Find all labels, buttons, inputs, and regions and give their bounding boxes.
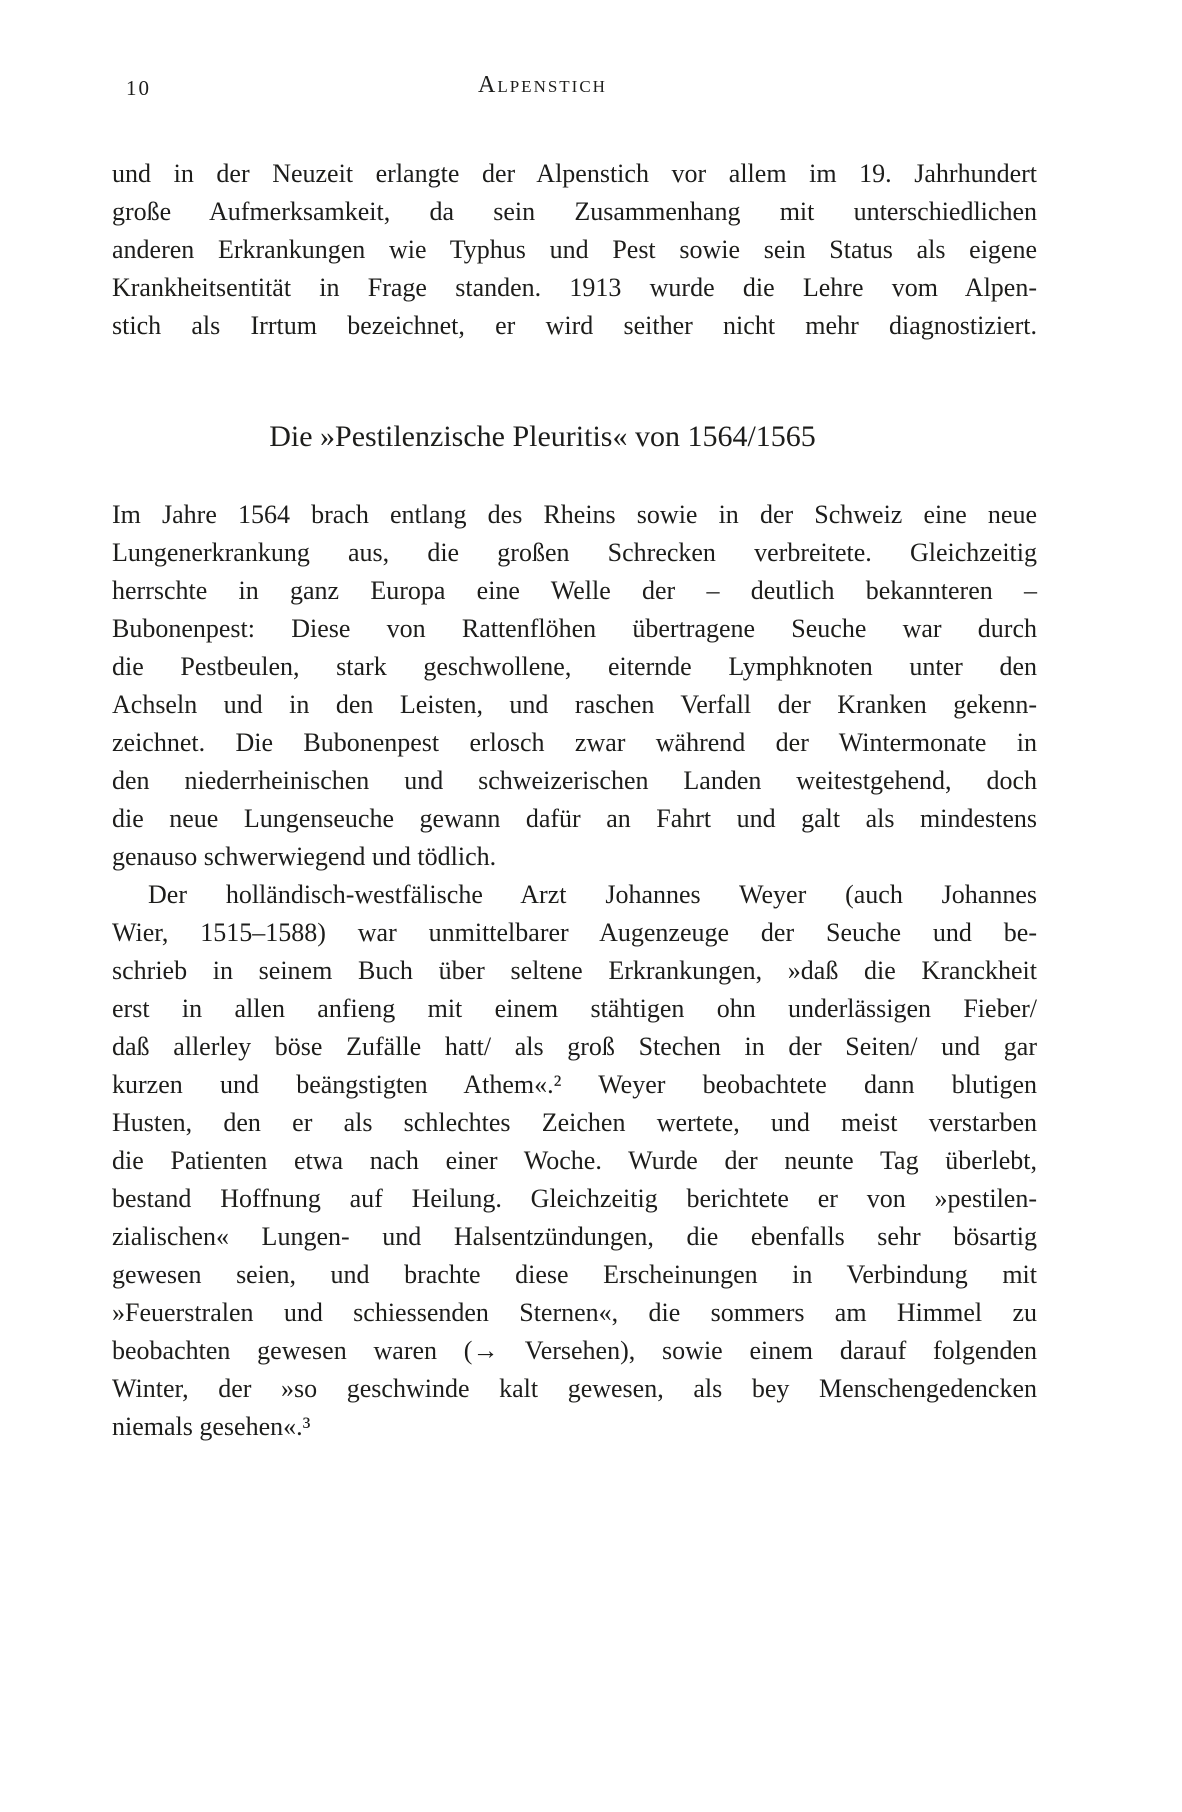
text-line: gewesen seien, und brachte diese Erscheinungen in Verbindung mit [112,1260,1037,1289]
text-line: die neue Lungenseuche gewann dafür an Fahrt und galt als mindestens [112,804,1037,833]
paragraph [112,876,1037,1446]
text-line: Winter, der »so geschwinde kalt gewesen, als bey Menschengedencken [112,1374,1037,1403]
text-line: Lungenerkrankung aus, die großen Schrecken verbreitete. Gleichzeitig [112,538,1037,567]
text-line: genauso schwerwiegend und tödlich. [112,842,497,871]
page-header [112,72,1037,104]
text-line: die Pestbeulen, stark geschwollene, eiternde Lymphknoten unter den [112,652,1037,681]
text-line: beobachten gewesen waren (→ Versehen), sowie einem darauf folgenden [112,1336,1037,1365]
text-block [112,155,1037,1446]
text-line: und in der Neuzeit erlangte der Alpenstich vor allem im 19. Jahrhundert [112,159,1037,188]
text-line: Achseln und in den Leisten, und raschen Verfall der Kranken gekenn- [112,690,1037,719]
text-line: zialischen« Lungen- und Halsentzündungen, die ebenfalls sehr bösartig [112,1222,1037,1251]
section-heading: Die »Pestilenzische Pleuritis« von 1564/1565 [269,420,816,453]
text-line: die Patienten etwa nach einer Woche. Wurde der neunte Tag überlebt, [112,1146,1037,1175]
text-line: große Aufmerksamkeit, da sein Zusammenhang mit unterschiedlichen [112,197,1037,226]
text-line: Bubonenpest: Diese von Rattenflöhen übertragene Seuche war durch [112,614,1037,643]
page-number: 10 [126,76,151,100]
running-title: Alpenstich [478,72,607,98]
text-line: niemals gesehen«.³ [112,1412,311,1441]
paragraph [112,496,1037,876]
text-line: Krankheitsentität in Frage standen. 1913 wurde die Lehre vom Alpen- [112,273,1037,302]
text-line: »Feuerstralen und schiessenden Sternen«, die sommers am Himmel zu [112,1298,1037,1327]
text-line: herrschte in ganz Europa eine Welle der – deutlich bekannteren – [112,576,1037,605]
text-line: stich als Irrtum bezeichnet, er wird seither nicht mehr diagnostiziert. [112,311,1037,340]
text-line: anderen Erkrankungen wie Typhus und Pest sowie sein Status als eigene [112,235,1037,264]
text-line: Der holländisch-westfälische Arzt Johannes Weyer (auch Johannes [148,880,1037,909]
text-line: daß allerley böse Zufälle hatt/ als groß Stechen in der Seiten/ und gar [112,1032,1037,1061]
text-line: erst in allen anfieng mit einem stähtigen ohn underlässigen Fieber/ [112,994,1037,1023]
text-line: zeichnet. Die Bubonenpest erlosch zwar während der Wintermonate in [112,728,1037,757]
paragraph [112,155,1037,345]
text-line: Wier, 1515–1588) war unmittelbarer Augenzeuge der Seuche und be- [112,918,1037,947]
text-line: bestand Hoffnung auf Heilung. Gleichzeitig berichtete er von »pestilen- [112,1184,1037,1213]
text-line: den niederrheinischen und schweizerischen Landen weitestgehend, doch [112,766,1037,795]
text-line: Im Jahre 1564 brach entlang des Rheins sowie in der Schweiz eine neue [112,500,1037,529]
text-line: kurzen und beängstigten Athem«.² Weyer beobachtete dann blutigen [112,1070,1037,1099]
text-line: Husten, den er als schlechtes Zeichen wertete, und meist verstarben [112,1108,1037,1137]
text-line: schrieb in seinem Buch über seltene Erkrankungen, »daß die Kranckheit [112,956,1037,985]
